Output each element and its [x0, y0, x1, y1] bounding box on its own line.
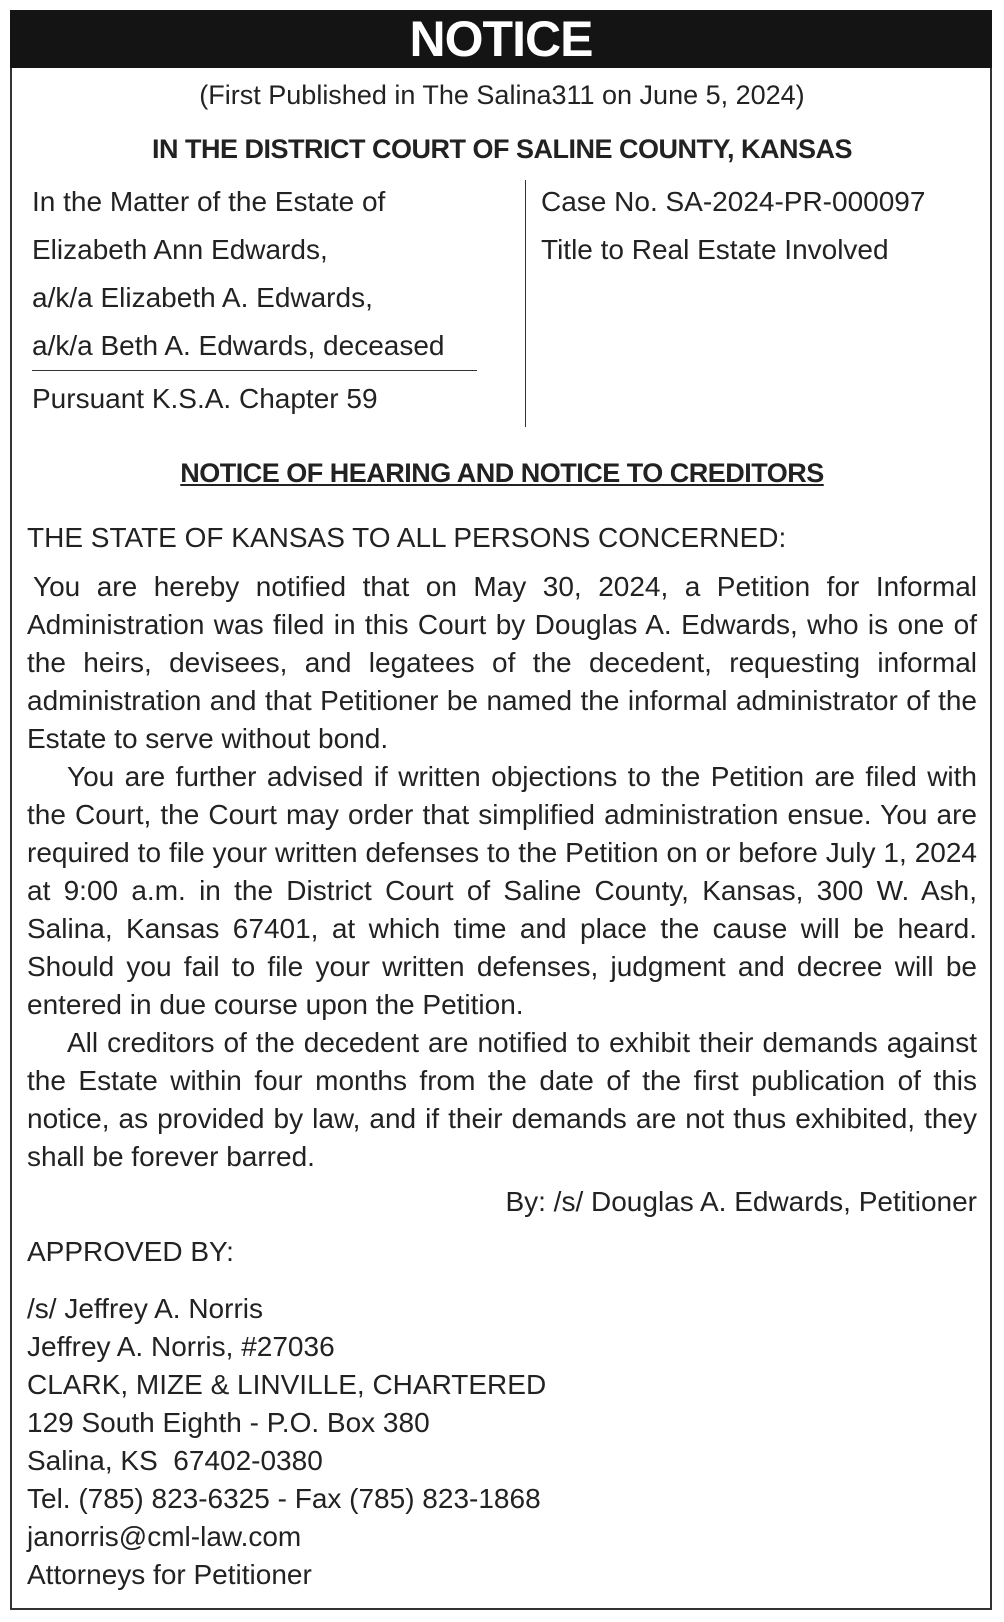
- salutation: THE STATE OF KANSAS TO ALL PERSONS CONCERNED:: [27, 522, 787, 553]
- attorney-name: Jeffrey A. Norris, #27036: [27, 1331, 335, 1362]
- paragraph: All creditors of the decedent are notified to exhibit their demands against the Estate within four months from the date of the first publication of this notice, as provided by law, and if their demands are not thus exhibited, they shall be forever barred.: [27, 1027, 977, 1172]
- caption-rule: [32, 370, 477, 371]
- attorney-signature: /s/ Jeffrey A. Norris: [27, 1293, 263, 1324]
- firm-address: 129 South Eighth - P.O. Box 380: [27, 1407, 430, 1438]
- case-number: Case No. SA-2024-PR-000097: [541, 186, 926, 217]
- notice-body: [27, 568, 977, 1176]
- paragraph: You are hereby notified that on May 30, 2024, a Petition for Informal Administration was filed in this Court by Douglas A. Edwards, who is one of the heirs, devisees, and legatees of the decedent, requesting informal administration and that Petitioner be named the informal administrator of the Estate to serve without bond.: [27, 571, 977, 754]
- attorney-block: [27, 1290, 546, 1594]
- firm-email: janorris@cml-law.com: [27, 1521, 302, 1552]
- paragraph: You are further advised if written objections to the Petition are filed with the Court, the Court may order that simplified administration ensue. You are required to file your written defenses to the Petition on or before July 1, 2024 at 9:00 a.m. in the District Court of Saline County, Kansas, 300 W. Ash, Salina, Kansas 67401, at which time and place the cause will be heard. Should you fail to file your written defenses, judgment and decree will be entered in due course upon the Petition.: [27, 761, 977, 1020]
- firm-city: Salina, KS 67402-0380: [27, 1445, 323, 1476]
- petitioner-signature: By: /s/ Douglas A. Edwards, Petitioner: [505, 1186, 977, 1217]
- court-name: IN THE DISTRICT COURT OF SALINE COUNTY, KANSAS: [151, 134, 852, 164]
- case-caption-right: [541, 178, 925, 274]
- firm-phone: Tel. (785) 823-6325 - Fax (785) 823-1868: [27, 1483, 541, 1514]
- caption-pursuant: Pursuant K.S.A. Chapter 59: [32, 383, 378, 414]
- caption-line: a/k/a Elizabeth A. Edwards,: [32, 282, 373, 313]
- law-firm: CLARK, MIZE & LINVILLE, CHARTERED: [27, 1369, 547, 1400]
- notice-header: NOTICE: [10, 10, 992, 68]
- caption-divider: [525, 180, 526, 427]
- caption-line: a/k/a Beth A. Edwards, deceased: [32, 330, 445, 361]
- caption-line: Elizabeth Ann Edwards,: [32, 234, 328, 265]
- case-caption-left: [32, 178, 477, 370]
- section-title: NOTICE OF HEARING AND NOTICE TO CREDITORS: [180, 458, 824, 488]
- case-note: Title to Real Estate Involved: [541, 234, 889, 265]
- publication-line: (First Published in The Salina311 on June 5, 2024): [199, 80, 805, 110]
- caption-line: In the Matter of the Estate of: [32, 186, 386, 217]
- approved-by: APPROVED BY:: [27, 1236, 234, 1267]
- attorney-role: Attorneys for Petitioner: [27, 1559, 312, 1590]
